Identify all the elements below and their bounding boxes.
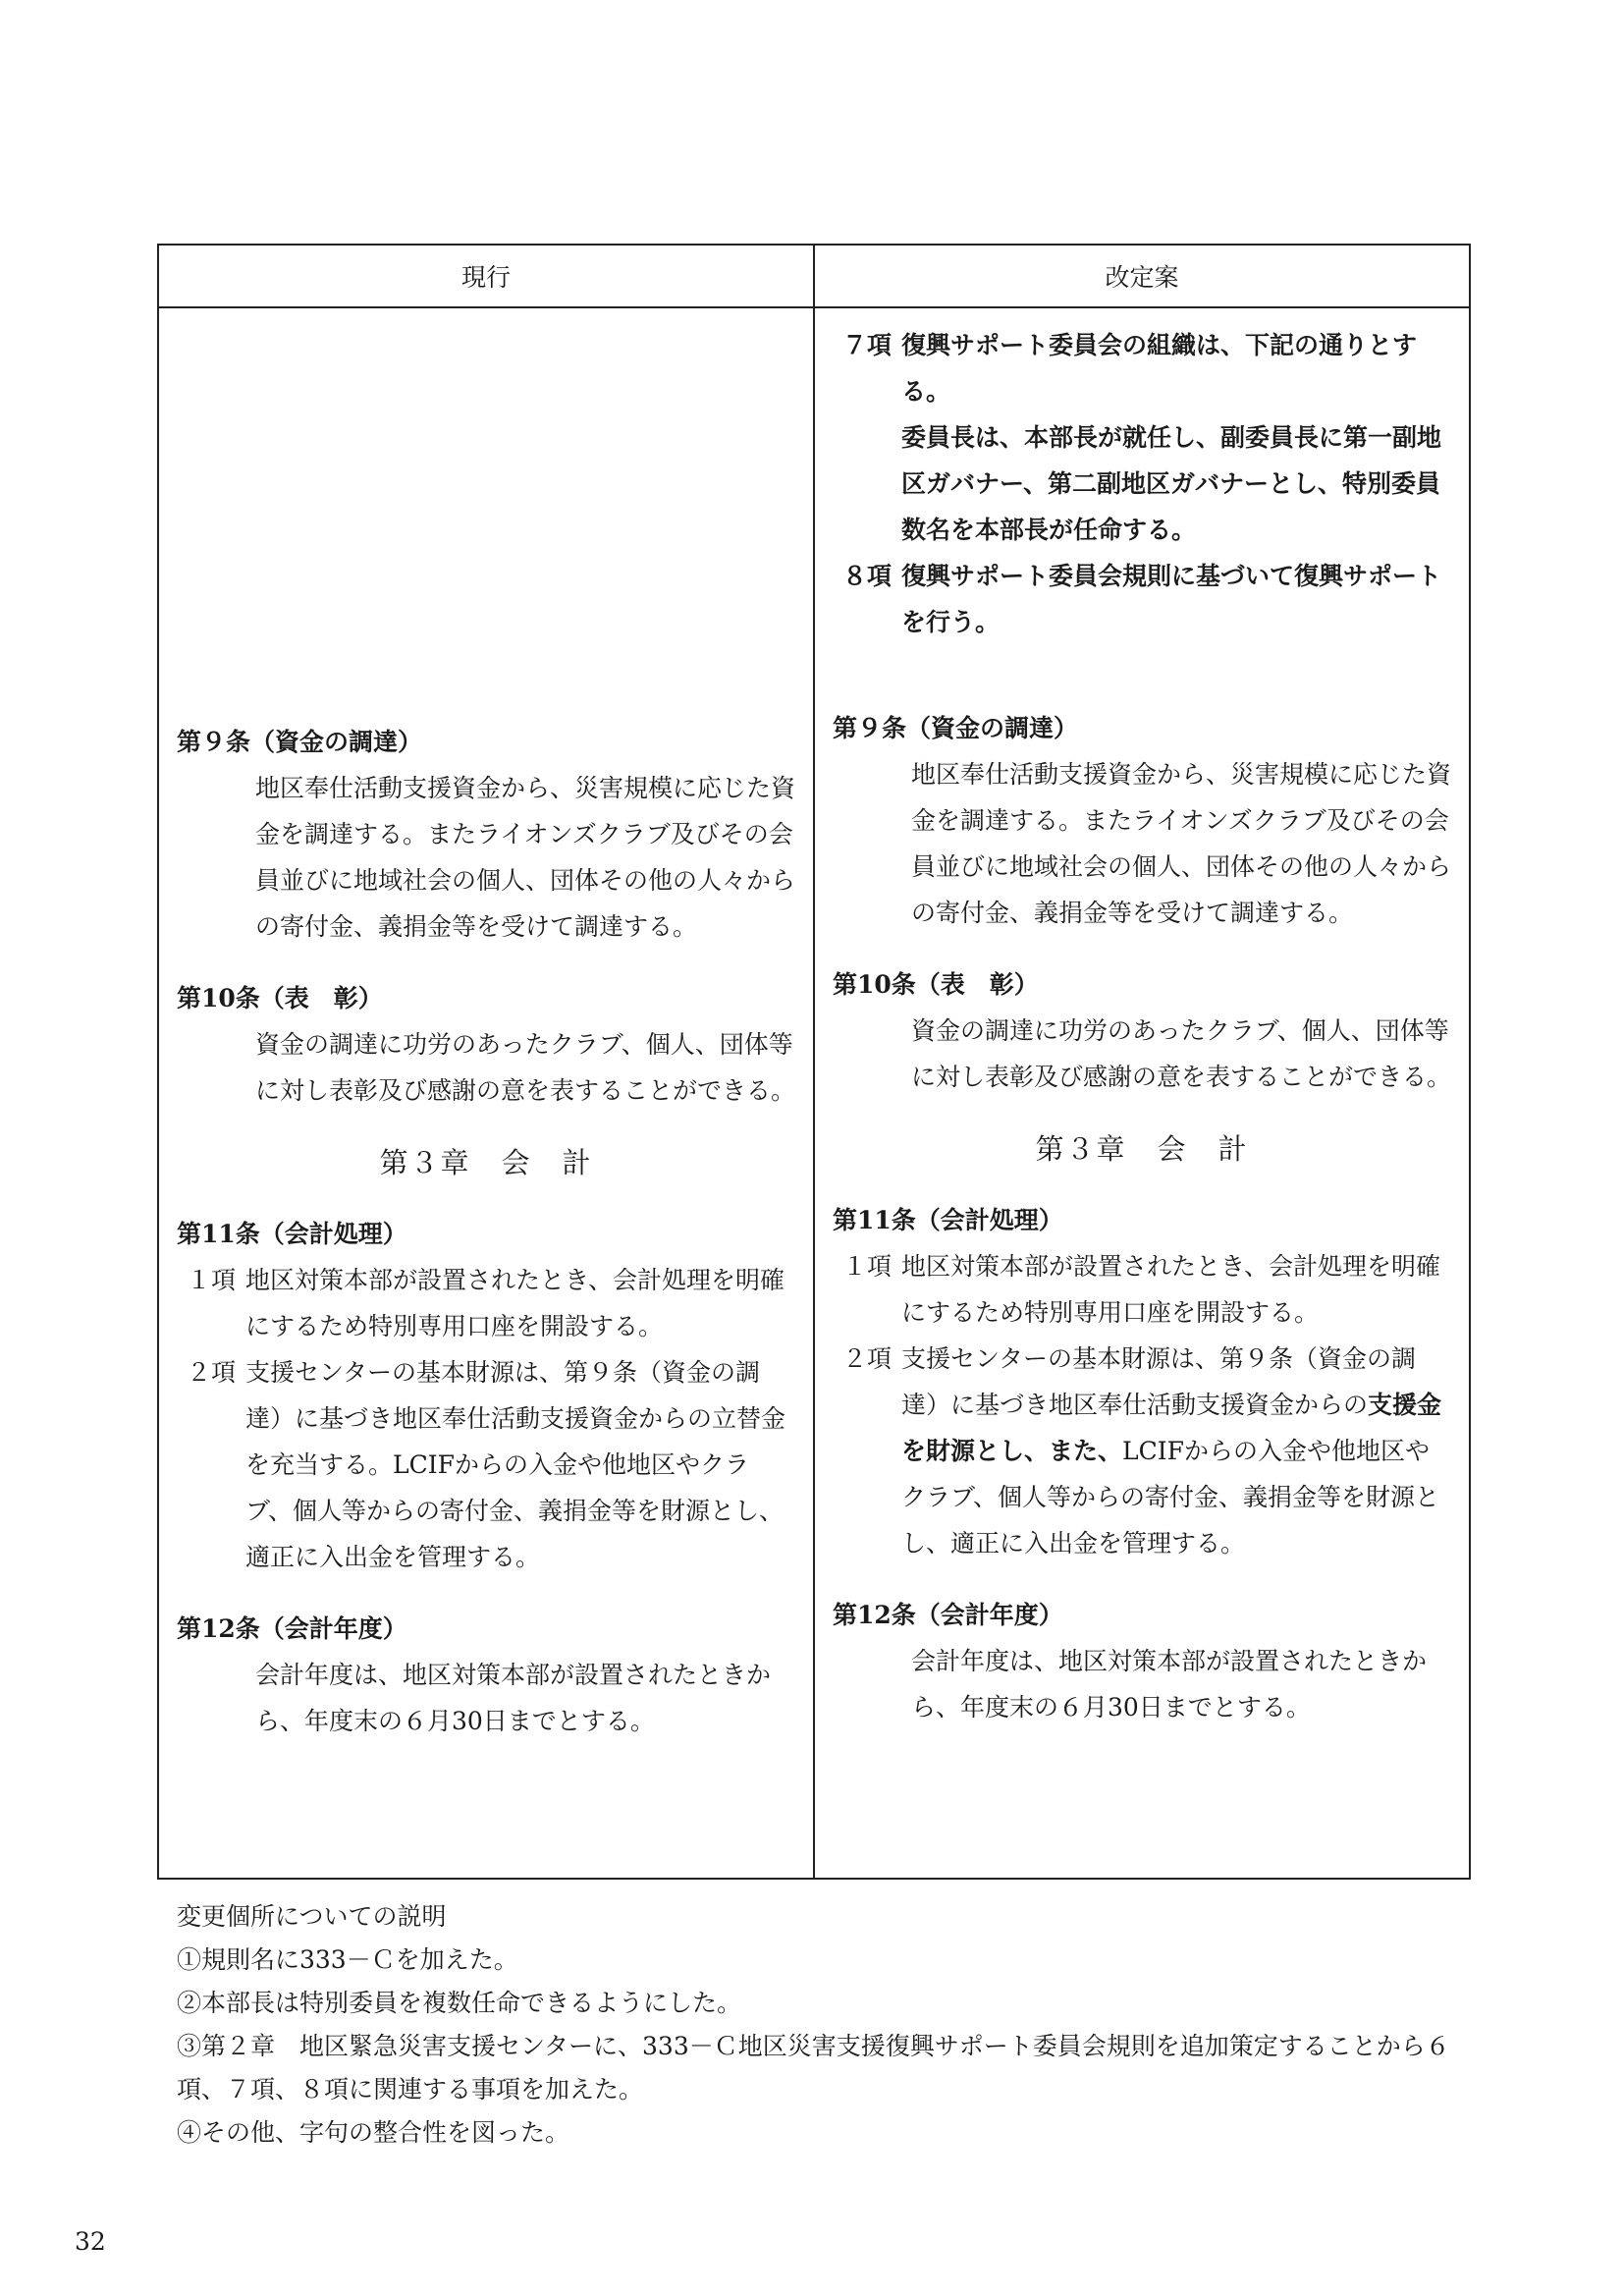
clause-number: ８項 xyxy=(842,562,893,590)
page-number: 32 xyxy=(75,2227,106,2256)
comparison-table xyxy=(157,244,1471,1880)
amended-text: 支援金を財源とし、また、 xyxy=(901,1391,1442,1465)
article-title: 第10条（表 彰） xyxy=(833,970,1039,999)
clause-number-blank xyxy=(833,414,901,553)
article-body: 会計年度は、地区対策本部が設置されたときから、年度末の６月30日までとする。 xyxy=(255,1661,772,1735)
clause-text: 委員長は、本部長が就任し、副委員長に第一副地区ガバナー、第二副地区ガバナーとし、特別委員数名を本部長が任命する。 xyxy=(901,423,1442,544)
note-item: ④その他、字句の整合性を図った。 xyxy=(177,2118,570,2147)
chapter-heading: 第３章 会 計 xyxy=(1035,1132,1249,1166)
article-title: 第10条（表 彰） xyxy=(177,984,383,1012)
clause-number: ２項 xyxy=(187,1358,237,1387)
clause-text: 支援センターの基本財源は、第９条（資金の調達）に基づき地区奉仕活動支援資金からの立替金を充当する。LCIFからの入金や他地区やクラブ、個人等からの寄付金、義捐金等を財源とし、適正に入出金を管理する。 xyxy=(245,1358,786,1571)
change-notes xyxy=(177,1895,1492,2155)
article-title: 第11条（会計処理） xyxy=(177,1220,407,1248)
right-article-10 xyxy=(833,961,1451,1100)
clause-number: １項 xyxy=(187,1266,237,1294)
clause-text: 復興サポート委員会の組織は、下記の通りとする。 xyxy=(901,331,1418,406)
article-title: 第12条（会計年度） xyxy=(833,1601,1063,1629)
right-article-9 xyxy=(833,705,1451,936)
article-body: 地区奉仕活動支援資金から、災害規模に応じた資金を調達する。またライオンズクラブ及びその会員並びに地域社会の個人、団体その他の人々からの寄付金、義捐金等を受けて調達する。 xyxy=(911,760,1452,927)
clause-number: ７項 xyxy=(842,331,893,359)
left-article-12 xyxy=(177,1606,795,1744)
header-current: 現行 xyxy=(158,245,814,307)
clause-item xyxy=(833,553,1451,645)
left-article-11 xyxy=(177,1211,795,1580)
left-article-10 xyxy=(177,975,795,1114)
table-header-row xyxy=(158,245,1470,307)
note-item: ②本部長は特別委員を複数任命できるようにした。 xyxy=(177,1989,742,2017)
article-title: 第12条（会計年度） xyxy=(177,1614,407,1643)
right-article-12 xyxy=(833,1592,1451,1730)
clause-item xyxy=(833,322,1451,414)
current-column xyxy=(158,307,814,1879)
clause-item xyxy=(177,1349,795,1580)
clause-text: 地区対策本部が設置されたとき、会計処理を明確にするため特別専用口座を開設する。 xyxy=(245,1266,785,1340)
article-title: 第９条（資金の調達） xyxy=(177,728,423,756)
blank-space xyxy=(177,322,795,703)
article-title: 第９条（資金の調達） xyxy=(833,714,1079,742)
note-item: ③第２章 地区緊急災害支援センターに、333－Ｃ地区災害支援復興サポート委員会規則を追加策定することから６項、７項、８項に関連する事項を加えた。 xyxy=(177,2032,1450,2104)
article-body: 会計年度は、地区対策本部が設置されたときから、年度末の６月30日までとする。 xyxy=(911,1647,1428,1722)
article-body: 資金の調達に功労のあったクラブ、個人、団体等に対し表彰及び感謝の意を表することができる。 xyxy=(255,1030,796,1105)
new-clauses xyxy=(833,322,1451,689)
article-body: 資金の調達に功労のあったクラブ、個人、団体等に対し表彰及び感謝の意を表することができる。 xyxy=(911,1016,1452,1091)
clause-item xyxy=(833,1243,1451,1336)
clause-text: 復興サポート委員会規則に基づいて復興サポートを行う。 xyxy=(901,562,1442,636)
header-proposed: 改定案 xyxy=(814,245,1470,307)
notes-heading: 変更個所についての説明 xyxy=(177,1902,447,1931)
note-item: ①規則名に333－Ｃを加えた。 xyxy=(177,1945,518,1974)
proposed-column xyxy=(814,307,1470,1879)
table-body-row xyxy=(158,307,1470,1879)
clause-item xyxy=(177,1257,795,1349)
clause-number: ２項 xyxy=(842,1344,893,1373)
clause-text xyxy=(901,1336,1451,1566)
clause-item xyxy=(833,1336,1451,1566)
left-article-9 xyxy=(177,719,795,950)
article-body: 地区奉仕活動支援資金から、災害規模に応じた資金を調達する。またライオンズクラブ及びその会員並びに地域社会の個人、団体その他の人々からの寄付金、義捐金等を受けて調達する。 xyxy=(255,774,796,941)
clause-item xyxy=(833,414,1451,553)
article-title: 第11条（会計処理） xyxy=(833,1206,1063,1234)
clause-text-part: 支援センターの基本財源は、第９条（資金の調達）に基づき地区奉仕活動支援資金からの xyxy=(901,1344,1417,1419)
clause-text: 地区対策本部が設置されたとき、会計処理を明確にするため特別専用口座を開設する。 xyxy=(901,1252,1441,1327)
chapter-heading: 第３章 会 計 xyxy=(379,1146,593,1179)
clause-text-part: LCIFからの入金や他地区やクラブ、個人等からの寄付金、義捐金等を財源とし、適正に入出金を管理する。 xyxy=(901,1437,1440,1558)
right-article-11 xyxy=(833,1197,1451,1566)
clause-number: １項 xyxy=(842,1252,893,1281)
